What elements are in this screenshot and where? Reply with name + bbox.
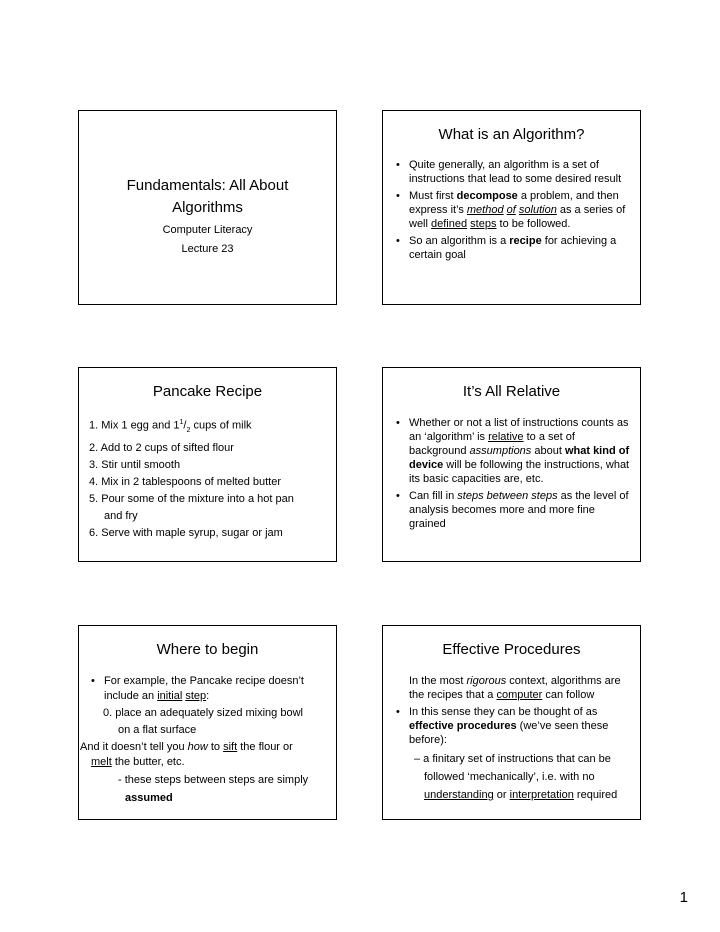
bullet-item: • Must first decompose a problem, and then express it’s method of solution as a series of well defined steps to be followed. — [396, 189, 632, 231]
slide-effective-procedures — [382, 625, 641, 820]
bullet-item: • In this sense they can be thought of as effective procedures (we’ve seen these before): — [396, 705, 636, 747]
slide-what-is-algorithm — [382, 110, 641, 305]
list-item: 2. Add to 2 cups of sifted flour — [89, 441, 234, 454]
paragraph-line: assumed — [125, 792, 173, 804]
sub-item: – a finitary set of instructions that can be followed ‘mechanically’, i.e. with no understanding or interpretation required — [414, 753, 618, 801]
slide-heading: It’s All Relative — [462, 383, 561, 400]
paragraph-line: melt the butter, etc. — [91, 756, 185, 768]
slide-body — [396, 158, 632, 265]
slide-heading: Where to begin — [156, 641, 259, 658]
slide-body — [396, 674, 636, 804]
paragraph: In the most rigorous context, algorithms are the recipes that a computer can follow — [409, 675, 621, 701]
slide-subtitle: Computer Literacy Lecture 23 — [162, 224, 253, 255]
step-zero-continued: on a flat surface — [118, 724, 197, 736]
slide-heading: Effective Procedures — [442, 641, 581, 658]
page-number: 1 — [679, 889, 688, 906]
list-item: 3. Stir until smooth — [89, 458, 181, 471]
bullet-item: • For example, the Pancake recipe doesn’t include an initial step: — [91, 674, 331, 704]
paragraph-line: - these steps between steps are simply — [118, 774, 309, 786]
bullet-item: • So an algorithm is a recipe for achieving a certain goal — [396, 234, 632, 262]
slide-body — [80, 674, 331, 806]
bullet-item: • Quite generally, an algorithm is a set of instructions that lead to some desired result — [396, 158, 632, 186]
list-item: 6. Serve with maple syrup, sugar or jam — [89, 526, 283, 539]
paragraph-line: And it doesn’t tell you how to sift the flour or — [80, 741, 293, 753]
slide-body — [396, 416, 632, 534]
list-item-continued: and fry — [104, 509, 138, 522]
slide-all-relative — [382, 367, 641, 562]
list-item: 5. Pour some of the mixture into a hot pan — [89, 492, 294, 505]
slide-heading: What is an Algorithm? — [438, 126, 585, 143]
recipe-list — [89, 416, 329, 543]
step-zero: 0. place an adequately sized mixing bowl — [103, 707, 303, 719]
list-item: 4. Mix in 2 tablespoons of melted butter — [89, 475, 281, 488]
list-item: 1. Mix 1 egg and $1^1/_2$ cups of milk — [89, 419, 252, 434]
slide-title — [78, 110, 337, 305]
slide-title-heading: Fundamentals: All About Algorithms — [126, 177, 289, 216]
bullet-item: • Whether or not a list of instructions counts as an ‘algorithm’ is relative to a set of background assumptions about what kind of device will be following the instructions, what its basic capacities are, etc. — [396, 416, 632, 486]
slide-heading: Pancake Recipe — [152, 383, 263, 400]
slide-pancake-recipe — [78, 367, 337, 562]
slide-where-to-begin — [78, 625, 337, 820]
bullet-item: • Can fill in steps between steps as the level of analysis becomes more and more fine grained — [396, 489, 632, 531]
